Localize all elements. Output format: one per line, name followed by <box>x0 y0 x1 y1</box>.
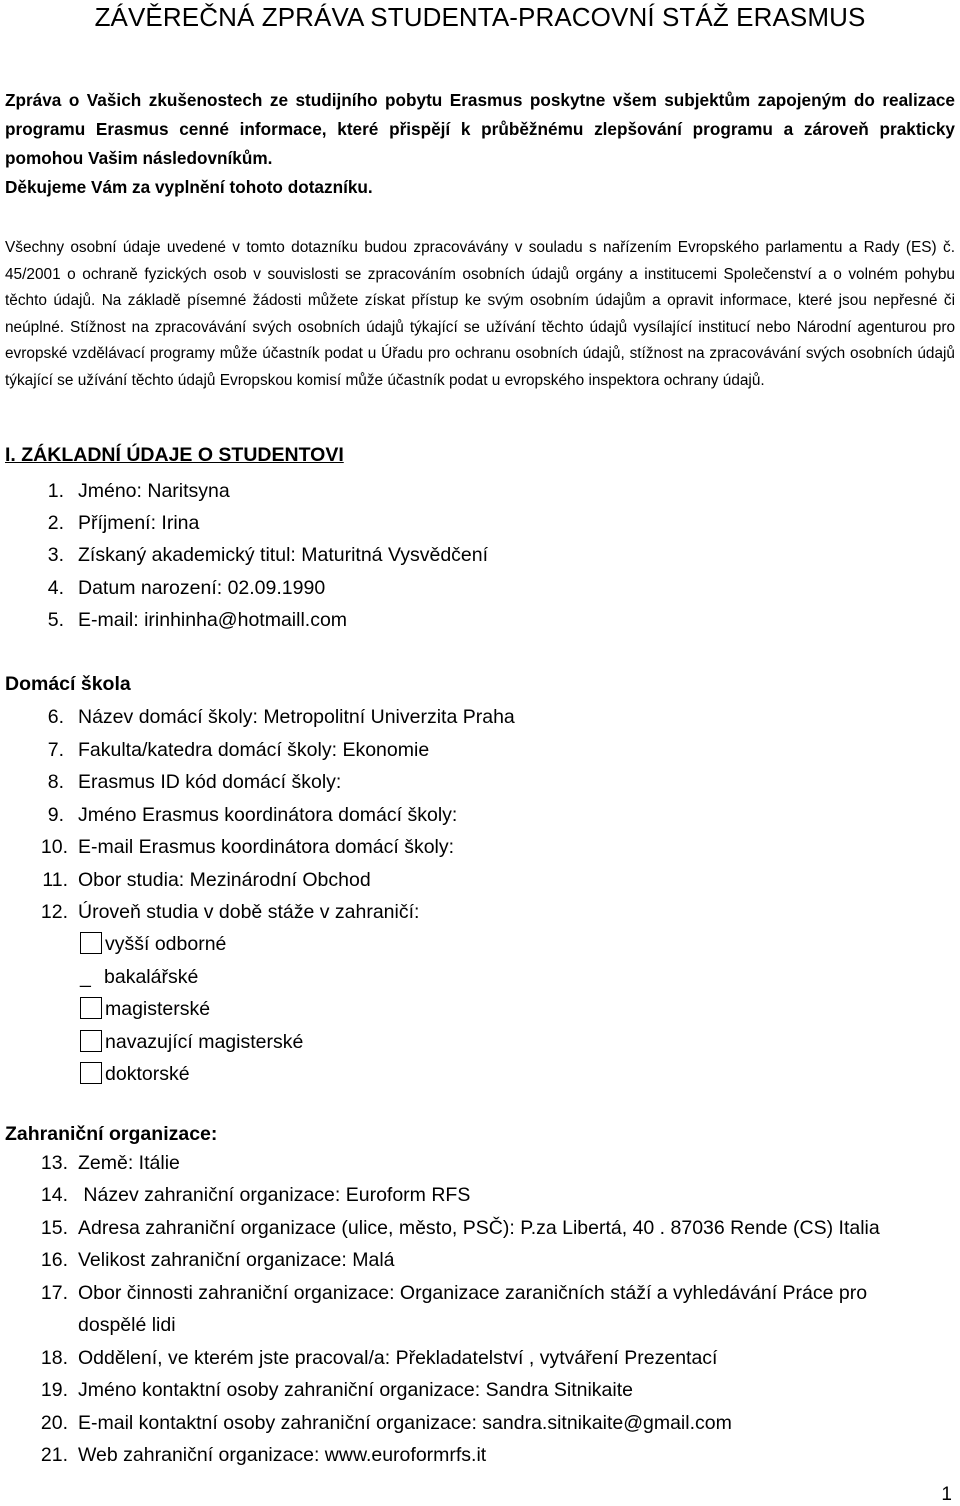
checkbox-icon[interactable] <box>80 1062 102 1084</box>
foreign-org-heading: Zahraniční organizace: <box>5 1123 218 1145</box>
checkbox-icon[interactable] <box>80 1030 102 1052</box>
home-school-heading: Domácí škola <box>5 673 131 695</box>
intro-text: Zpráva o Vašich zkušenostech ze studijního pobytu Erasmus poskytne všem subjektům zapojeným do realizace programu Erasmus cenné informace, které přispějí k průběžnému zlepšování programu a zároveň prakticky pomohou Vašim následovníkům. <box>5 90 955 168</box>
selected-mark: _ <box>80 966 91 988</box>
page-number: 1 <box>941 1484 952 1505</box>
document-title: ZÁVĚREČNÁ ZPRÁVA STUDENTA-PRACOVNÍ STÁŽ ERASMUS <box>94 2 866 32</box>
gdpr-notice: Všechny osobní údaje uvedené v tomto dotazníku budou zpracovávány v souladu s nařízením Evropského parlamentu a Rady (ES) č. 45/2001 o ochraně fyzických osob v souvislosti se zpracováním osobních údajů orgány a institucemi Společenství a o volném pohybu těchto údajů. Na základě písemné žádosti můžete získat přístup ke svým osobním údajům a opravit informace, které jsou nepřesné či neúplné. Stížnost na zpracovávání svých osobních údajů týkající se užívání těchto údajů vysílající institucí nebo Národní agenturou pro evropské vzdělávací programy může účastník podat u Úřadu pro ochranu osobních údajů, stížnost na zpracovávání svých osobních údajů týkající se užívání těchto údajů Evropskou komisí může účastník podat u evropského inspektora ochrany údajů. <box>5 239 955 389</box>
checkbox-icon[interactable] <box>80 997 102 1019</box>
study-level-option[interactable]: _ bakalářské <box>80 966 199 988</box>
study-level-option[interactable]: doktorské <box>80 1061 190 1087</box>
study-level-option[interactable]: navazující magisterské <box>80 1029 303 1055</box>
section-heading-student: I. ZÁKLADNÍ ÚDAJE O STUDENTOVI <box>5 444 344 466</box>
study-level-option[interactable]: vyšší odborné <box>80 931 226 957</box>
study-level-option[interactable]: magisterské <box>80 996 210 1022</box>
intro-paragraph <box>5 86 955 202</box>
checkbox-icon[interactable] <box>80 932 102 954</box>
intro-thanks: Děkujeme Vám za vyplnění tohoto dotazníku. <box>5 177 373 197</box>
